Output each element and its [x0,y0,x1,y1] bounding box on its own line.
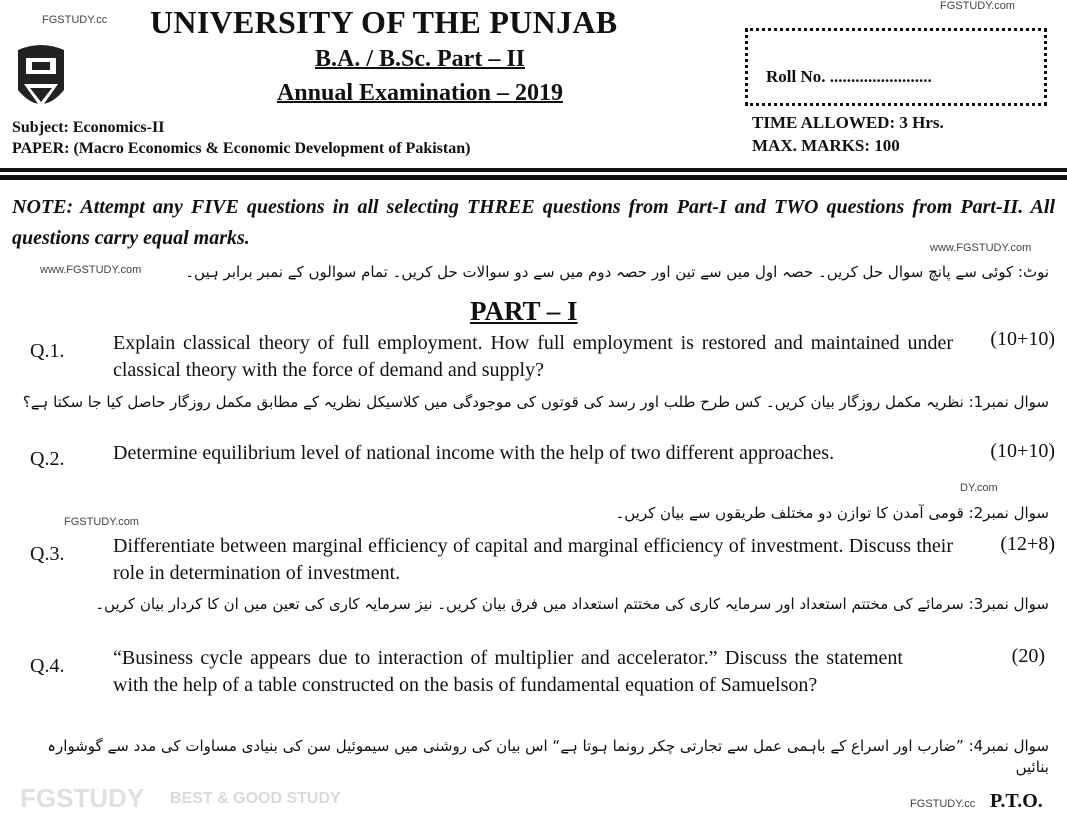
watermark-text: FGSTUDY.cc [42,14,108,26]
question-text-urdu: سوال نمبر2: قومی آمدن کا توازن دو مختلف طریقوں سے بیان کریں۔ [615,504,1049,522]
question-number: Q.2. [30,448,65,470]
university-title: UNIVERSITY OF THE PUNJAB [150,4,618,40]
question-text: Determine equilibrium level of national income with the help of two different approaches. [113,442,835,464]
question-text: Explain classical theory of full employment. How full employment is restored and maintained under classical theory with the force of demand and supply? [113,332,953,381]
header-divider [0,175,1067,180]
question-text-urdu: سوال نمبر4: ”ضارب اور اسراع کے باہمی عمل سے تجارتی چکر رونما ہوتا ہے“ اس بیان کی روشنی میں سیموئیل سن کی بنیادی مساوات کی مدد سے گوشوارہ بنائیں [47,737,1049,776]
watermark-text: www.FGSTUDY.com [40,264,142,276]
roll-number-box [745,28,1047,106]
exam-title: Annual Examination – 2019 [276,80,564,106]
please-turn-over: P.T.O. [990,790,1043,812]
background-watermark-tagline: BEST & GOOD STUDY [170,790,341,807]
program-title: B.A. / B.Sc. Part – II [315,46,525,72]
question-number: Q.1. [30,340,65,362]
watermark-text: DY.com [960,482,998,494]
watermark-text: FGSTUDY.cc [910,798,976,810]
question-text-urdu: سوال نمبر3: سرمائے کی مختتم استعداد اور سرمایہ کاری کی مختتم استعداد میں فرق بیان کریں۔ نیز سرمایہ کاری کی تعین میں ان کا کردار بیان کریں۔ [95,595,1049,613]
question-number: Q.4. [30,655,65,677]
subject-label: Subject: Economics-II [12,119,165,136]
roll-number-field: Roll No. ........................ [766,67,932,86]
instructions-note: NOTE: Attempt any FIVE questions in all selecting THREE questions from Part-I and TWO questions from Part-II. All questions carry equal marks. [12,196,1055,249]
watermark-text: www.FGSTUDY.com [930,242,1032,254]
background-watermark: FGSTUDY [20,783,145,813]
part-heading: PART – I [470,296,578,326]
paper-label: PAPER: (Macro Economics & Economic Development of Pakistan) [12,140,471,157]
header-divider [0,168,1067,172]
question-marks: (10+10) [990,328,1055,350]
question-text: Differentiate between marginal efficiency of capital and marginal efficiency of investment. Discuss their role in determination of investment. [113,535,953,584]
watermark-text: FGSTUDY.com [940,0,1015,12]
question-marks: (10+10) [990,440,1055,462]
question-marks: (12+8) [1000,533,1055,555]
question-marks: (20) [1011,645,1045,667]
question-text: “Business cycle appears due to interaction of multiplier and accelerator.” Discuss the statement with the help of a table constructed on the basis of fundamental equation of Samuelson? [113,647,903,696]
question-text-urdu: سوال نمبر1: نظریہ مکمل روزگار بیان کریں۔ کس طرح طلب اور رسد کی قوتوں کی موجودگی میں کلاسیکل نظریہ کے مطابق مکمل روزگار حاصل کیا جا سکتا ہے؟ [22,393,1049,411]
instructions-note-urdu: نوٹ: کوئی سے پانچ سوال حل کریں۔ حصہ اول میں سے تین اور حصہ دوم میں سے دو سوالات حل کریں۔ تمام سوالوں کے نمبر برابر ہیں۔ [185,263,1049,281]
watermark-text: FGSTUDY.com [64,516,139,528]
university-logo [12,40,70,120]
question-number: Q.3. [30,543,65,565]
time-allowed: TIME ALLOWED: 3 Hrs. [752,113,944,132]
max-marks: MAX. MARKS: 100 [752,136,900,155]
